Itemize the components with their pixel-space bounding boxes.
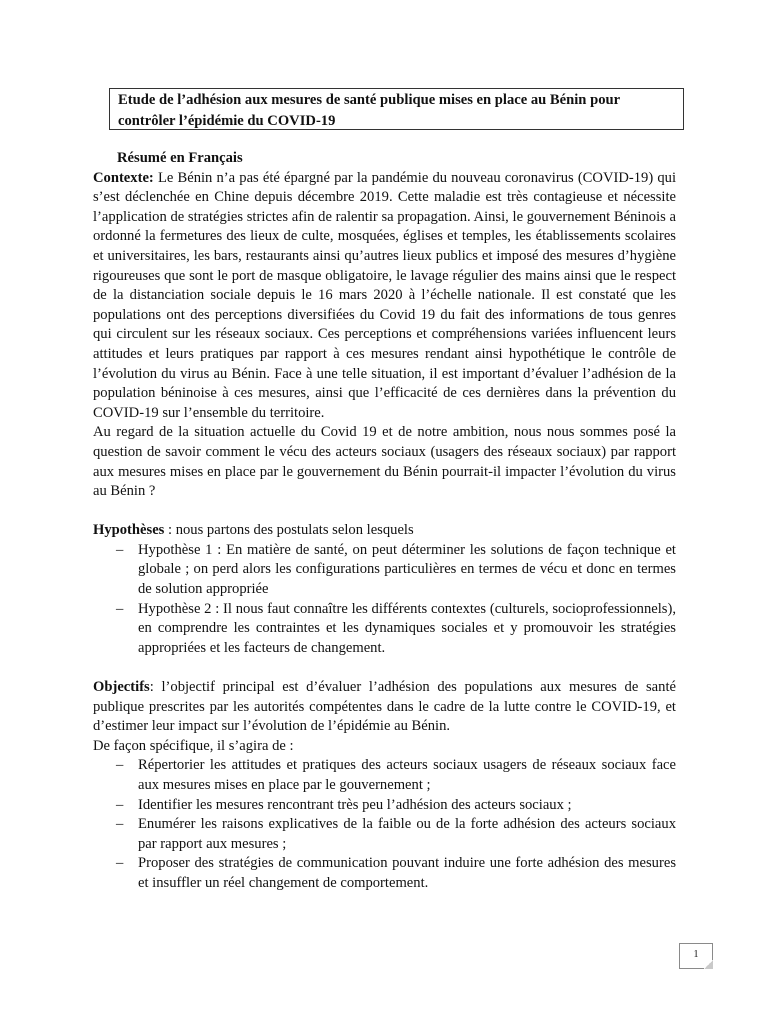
objectifs-list <box>93 756 676 893</box>
hypotheses-intro-text: : nous partons des postulats selon lesquels <box>164 522 414 539</box>
list-dash-marker: – <box>116 757 124 774</box>
objective-3-text: Enumérer les raisons explicatives de la faible ou de la forte adhésion des acteurs sociaux par rapport aux mesures ; <box>138 816 676 852</box>
hypotheses-label: Hypothèses <box>93 522 165 539</box>
document-title-line-1: Etude de l’adhésion aux mesures de santé publique mises en place au Bénin pour <box>118 92 621 108</box>
objectifs-label: Objectifs <box>93 679 150 696</box>
list-item <box>93 541 676 600</box>
list-item <box>93 815 676 854</box>
list-dash-marker: – <box>116 796 124 813</box>
list-item <box>93 796 676 816</box>
hypothesis-1-text: Hypothèse 1 : En matière de santé, on peut déterminer les solutions de façon technique et globale ; on perd alors les configurations particulières en termes de vécu et donc en termes de solution appropriée <box>138 541 676 598</box>
document-title-line-2: contrôler l’épidémie du COVID-19 <box>118 113 336 129</box>
objectifs-paragraph <box>93 678 676 737</box>
page-fold-icon <box>704 960 713 969</box>
title-box <box>109 88 684 130</box>
objective-4-text: Proposer des stratégies de communication pouvant induire une forte adhésion des mesures et insuffler un réel changement de comportement. <box>138 855 676 891</box>
research-question-paragraph: Au regard de la situation actuelle du Covid 19 et de notre ambition, nous nous sommes posé la question de savoir comment le vécu des acteurs sociaux (usagers des réseaux sociaux) par rapport aux mesures mises en place par le gouvernement du Bénin pourrait-il impacter l’évolution du virus au Bénin ? <box>93 424 676 500</box>
objectifs-text: : l’objectif principal est d’évaluer l’adhésion des populations aux mesures de santé publique prescrites par les autorités compétentes dans le cadre de la lutte contre le COVID-19, et d’estimer leur impact sur l’évolution de l’épidémie au Bénin. <box>93 679 676 735</box>
hypotheses-list <box>93 541 676 659</box>
contexte-text: Le Bénin n’a pas été épargné par la pandémie du nouveau coronavirus (COVID-19) qui s’est déclenchée en Chine depuis décembre 2019. Cette maladie est très contagieuse et nécessite l’application de stratégies strictes afin de ralentir sa propagation. Ainsi, le gouvernement Béninois a ordonné la fermetures des lieux de culte, mosquées, églises et temples, les établissements scolaires et universitaires, les bars, restaurants ainsi qu’autres lieux publics et imposé des mesures d’hygiène rigoureuses que sont le port de masque obligatoire, le lavage régulier des mains ainsi que le respect de la distanciation sociale depuis le 16 mars 2020 à l’échelle nationale. Il est constaté que les populations ont des perceptions diversifiées du Covid 19 du fait des informations de tous genres qui circulent sur les réseaux sociaux. Ces perceptions et compréhensions variées influencent leurs attitudes et leurs pratiques par rapport à ces mesures rendant ainsi hypothétique le contrôle de l’évolution du virus au Bénin. Face à une telle situation, il est important d’évaluer l’adhésion de la population béninoise à ces mesures, ainsi que l’efficacité de ces dernières dans la prévention du COVID-19 sur l’ensemble du territoire. <box>93 169 676 421</box>
list-dash-marker: – <box>116 816 124 833</box>
list-item <box>93 600 676 659</box>
contexte-paragraph <box>93 169 676 424</box>
objectifs-specific-intro: De façon spécifique, il s’agira de : <box>93 737 294 754</box>
list-item <box>93 756 676 795</box>
list-dash-marker: – <box>116 600 124 617</box>
page-number-box <box>679 943 713 969</box>
document-body <box>93 149 676 894</box>
hypothesis-2-text: Hypothèse 2 : Il nous faut connaître les différents contextes (culturels, socioprofessionnels), en comprendre les contraintes et les dynamiques sociales et y promouvoir les stratégies appropriées et les facteurs de changement. <box>138 600 676 656</box>
list-dash-marker: – <box>116 541 124 558</box>
objective-1-text: Répertorier les attitudes et pratiques des acteurs sociaux usagers de réseaux sociaux face aux mesures mises en place par le gouvernement ; <box>138 757 676 793</box>
page-number: 1 <box>693 949 699 960</box>
contexte-label: Contexte: <box>93 169 154 186</box>
objective-2-text: Identifier les mesures rencontrant très peu l’adhésion des acteurs sociaux ; <box>138 796 572 813</box>
resume-heading: Résumé en Français <box>117 150 243 166</box>
list-dash-marker: – <box>116 855 124 872</box>
list-item <box>93 854 676 893</box>
hypotheses-intro <box>93 521 676 541</box>
